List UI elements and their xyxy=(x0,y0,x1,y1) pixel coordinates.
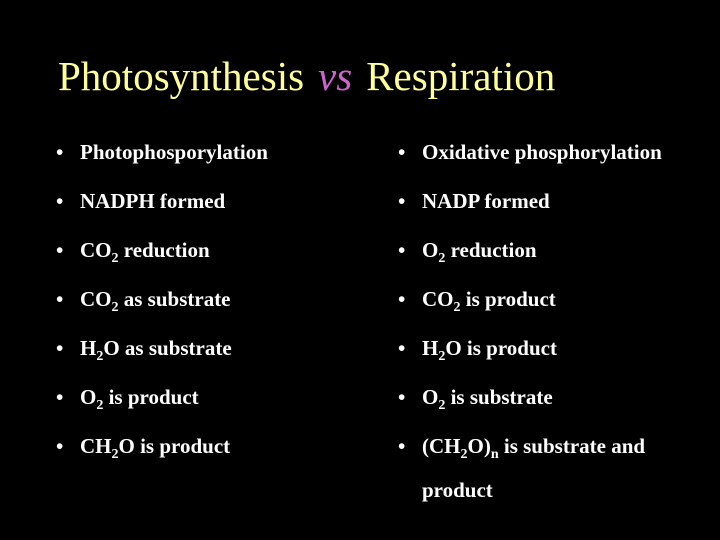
bullet: • xyxy=(398,434,406,458)
right-item-co2-product: • $CO_2$ is product xyxy=(398,287,556,315)
title-right: Respiration xyxy=(366,53,556,99)
left-item-co2-reduction: • $CO_2$ reduction xyxy=(56,238,210,266)
bullet: • xyxy=(398,336,406,360)
right-item-continuation: product xyxy=(422,478,493,502)
bullet: • xyxy=(398,287,406,311)
bullet: • xyxy=(56,189,64,213)
left-item-nadph-formed: • NADPH formed xyxy=(56,189,226,213)
bullet: • xyxy=(56,238,64,262)
right-item-nadp-formed: • NADP formed xyxy=(398,189,550,213)
bullet: • xyxy=(398,385,406,409)
right-item-o2-reduction: • $O_2$ reduction xyxy=(398,238,537,266)
title-left: Photosynthesis xyxy=(58,53,305,99)
left-item-ch2o-product: • $CH_2O$ is product xyxy=(56,434,231,462)
left-item-h2o-substrate: • $H_2O$ as substrate xyxy=(56,336,232,364)
title-vs: vs xyxy=(318,53,353,99)
bullet: • xyxy=(56,287,64,311)
left-item-o2-product: • $O_2$ is product xyxy=(56,385,199,413)
bullet: • xyxy=(398,238,406,262)
slide-title xyxy=(58,50,555,102)
bullet: • xyxy=(56,140,64,164)
bullet: • xyxy=(56,434,64,458)
bullet: • xyxy=(398,140,406,164)
left-item-co2-substrate: • $CO_2$ as substrate xyxy=(56,287,231,315)
bullet: • xyxy=(398,189,406,213)
right-item-o2-substrate: • $O_2$ is substrate xyxy=(398,385,553,413)
right-item-h2o-product: • $H_2O$ is product xyxy=(398,336,557,364)
right-item-oxidative-phosphorylation: • Oxidative phosphorylation xyxy=(398,140,662,164)
right-item-ch2on-substrate: • $(CH_2O)_n$ is substrate and xyxy=(398,434,646,462)
left-item-photophosphorylation: • Photophosporylation xyxy=(56,140,268,164)
bullet: • xyxy=(56,336,64,360)
bullet: • xyxy=(56,385,64,409)
